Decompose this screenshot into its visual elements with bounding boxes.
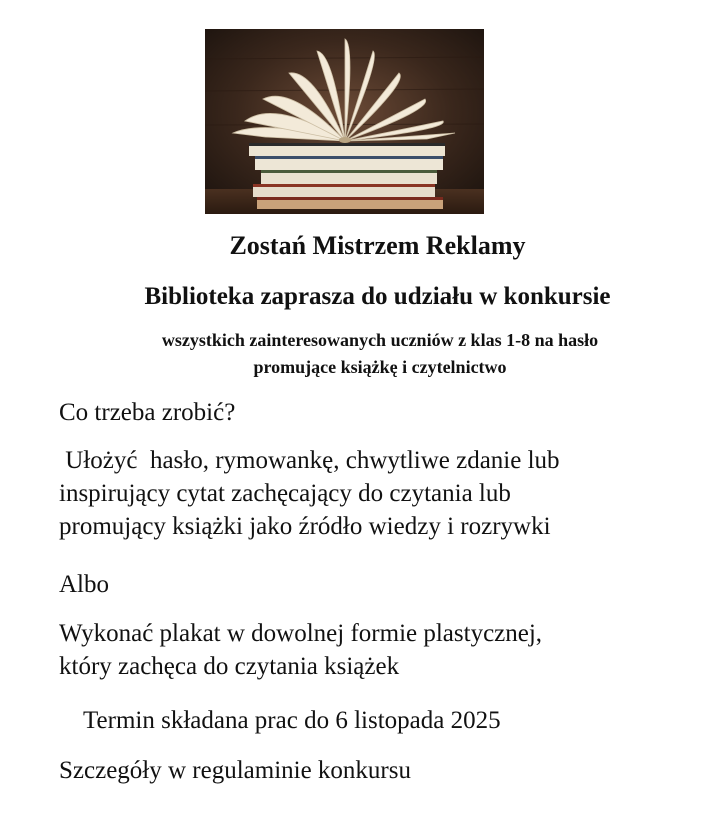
open-book-stack-icon [205, 29, 484, 214]
option-one-line: inspirujący cytat zachęcający do czytania lub [59, 480, 511, 507]
invitation-line: wszystkich zainteresowanych uczniów z klas 1-8 na hasło [161, 330, 599, 350]
hero-book-image [205, 29, 484, 214]
page-title: Zostań Mistrzem Reklamy [229, 231, 526, 260]
option-two-line: który zachęca do czytania książek [59, 653, 400, 680]
or-separator: Albo [59, 571, 109, 598]
details-text: Szczegóły w regulaminie konkursu [59, 757, 411, 784]
invitation-line: promujące książkę i czytelnictwo [253, 357, 507, 377]
option-one-line: promujący książki jako źródło wiedzy i rozrywki [59, 513, 551, 540]
option-two-line: Wykonać plakat w dowolnej formie plastycznej, [59, 620, 543, 647]
page-subtitle: Biblioteka zaprasza do udziału w konkursie [144, 283, 611, 310]
invitation-text [90, 327, 670, 381]
question-heading: Co trzeba zrobić? [59, 399, 236, 426]
option-two-paragraph [59, 617, 542, 683]
deadline-text: Termin składana prac do 6 listopada 2025 [83, 707, 501, 734]
option-one-line: Ułożyć hasło, rymowankę, chwytliwe zdanie lub [59, 447, 560, 474]
option-one-paragraph [59, 444, 560, 543]
